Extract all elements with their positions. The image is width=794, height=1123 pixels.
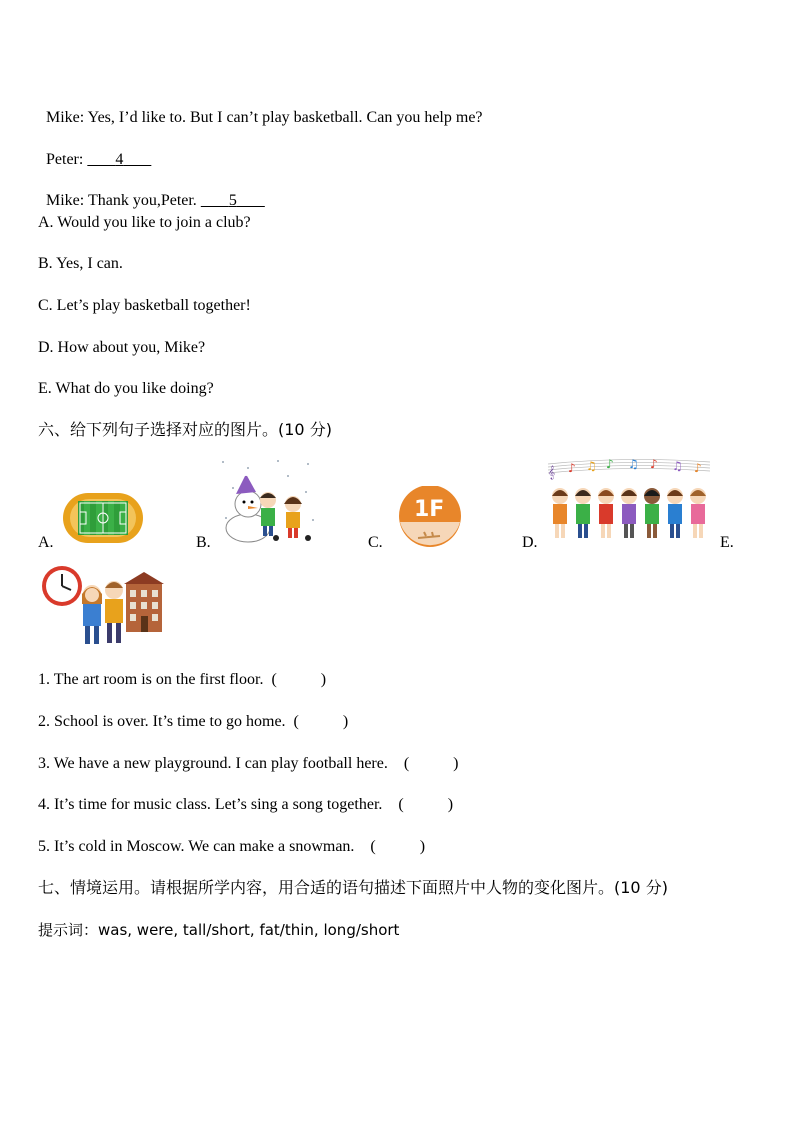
svg-text:𝄞: 𝄞 — [548, 465, 556, 479]
svg-text:♪: ♪ — [568, 461, 576, 475]
option-a: A. Would you like to join a club? — [38, 214, 251, 231]
speaker: Mike: — [46, 192, 85, 209]
option-c: C. Let’s play basketball together! — [38, 297, 251, 314]
dialogue-line-3 — [38, 171, 265, 211]
going-home-image — [40, 564, 164, 650]
first-floor-sign-image — [394, 486, 466, 548]
sentence-2: 2. School is over. It’s time to go home. ( ) — [38, 713, 349, 730]
picture-label-e: E. — [720, 534, 734, 551]
answer-paren-2[interactable]: ( ) — [293, 713, 349, 730]
svg-text:♫: ♫ — [586, 459, 597, 473]
picture-label-c: C. — [368, 534, 383, 551]
section-6-title: 六、给下列句子选择对应的图片。(10 分) — [38, 420, 332, 439]
sentence-3: 3. We have a new playground. I can play football here. ( ) — [38, 755, 459, 772]
answer-paren-3[interactable]: ( ) — [403, 755, 459, 772]
section-7-title: 七、情境运用。请根据所学内容，用合适的语句描述下面照片中人物的变化图片。(10 分) — [38, 878, 668, 897]
answer-paren-5[interactable]: ( ) — [370, 838, 426, 855]
option-e: E. What do you like doing? — [38, 380, 214, 397]
svg-text:♫: ♫ — [628, 457, 639, 471]
singing-children-image — [546, 456, 712, 548]
answer-blank-4[interactable]: 4 — [115, 151, 124, 168]
answer-paren-4[interactable]: ( ) — [398, 796, 454, 813]
speaker: Peter: — [46, 151, 84, 168]
option-b: B. Yes, I can. — [38, 255, 123, 272]
svg-text:♪: ♪ — [650, 457, 658, 471]
option-d: D. How about you, Mike? — [38, 339, 206, 356]
svg-text:♪: ♪ — [606, 457, 614, 471]
sentence-1: 1. The art room is on the first floor. ( ) — [38, 671, 327, 688]
dialogue-text: Thank you,Peter. — [87, 192, 197, 209]
picture-label-d: D. — [522, 534, 538, 551]
sentence-5: 5. It’s cold in Moscow. We can make a snowman. ( ) — [38, 838, 426, 855]
dialogue-text: Yes, I’d like to. But I can’t play basketball. Can you help me? — [87, 109, 483, 126]
answer-paren-1[interactable]: ( ) — [271, 671, 327, 688]
picture-label-b: B. — [196, 534, 211, 551]
sentence-4: 4. It’s time for music class. Let’s sing a song together. ( ) — [38, 796, 454, 813]
snowman-image — [218, 458, 318, 546]
dialogue-line-1 — [38, 88, 483, 128]
picture-label-a: A. — [38, 534, 54, 551]
speaker: Mike: — [46, 109, 85, 126]
floor-sign-text: 1F — [414, 497, 445, 522]
answer-blank-5[interactable]: 5 — [228, 192, 237, 209]
playground-image — [62, 490, 144, 546]
svg-text:♫: ♫ — [672, 459, 683, 473]
svg-text:♪: ♪ — [694, 461, 702, 475]
section-7-hint: 提示词：was, were, tall/short, fat/thin, long/short — [38, 921, 400, 939]
dialogue-line-2 — [38, 130, 151, 170]
